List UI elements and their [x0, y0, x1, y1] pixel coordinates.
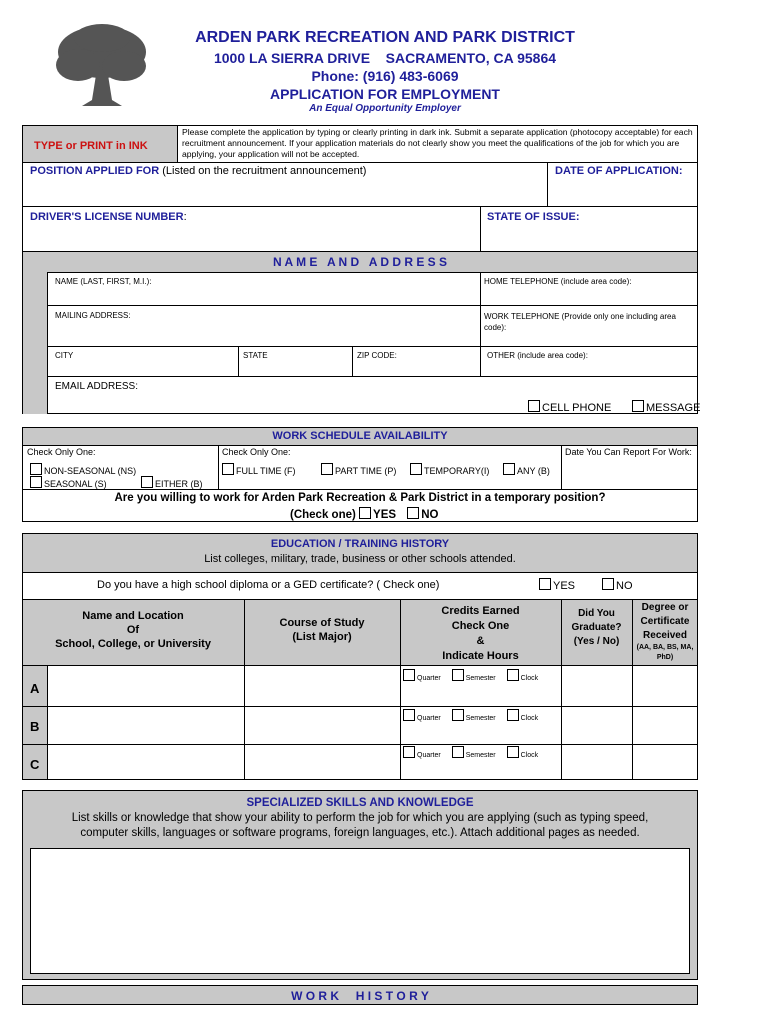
license-label: DRIVER'S LICENSE NUMBER: [30, 211, 187, 223]
part-time-option[interactable]: PART TIME (P) [321, 463, 396, 476]
mailing-address-label: MAILING ADDRESS: [55, 311, 131, 320]
check-one-label-a: Check Only One: [27, 447, 96, 457]
semester-checkbox[interactable] [452, 669, 464, 681]
clock-checkbox[interactable] [507, 669, 519, 681]
credit-options-b: Quarter Semester Clock [403, 709, 538, 722]
graduate-column-header: Did You Graduate? (Yes / No) [571, 608, 622, 647]
either-checkbox[interactable] [141, 476, 153, 488]
tree-logo [52, 20, 152, 110]
report-date-label: Date You Can Report For Work: [565, 447, 692, 457]
home-phone-label: HOME TELEPHONE (include area code): [484, 277, 632, 286]
diploma-yes-checkbox[interactable] [539, 578, 551, 590]
skills-instructions-2: computer skills, languages or software programs, foreign languages, etc.). Attach additional pages as needed. [80, 827, 640, 839]
city-label: CITY [55, 351, 74, 360]
row-label-c: C [30, 757, 40, 772]
skills-input-area[interactable] [30, 848, 690, 974]
semester-checkbox[interactable] [452, 746, 464, 758]
message-checkbox[interactable] [632, 400, 644, 412]
credits-column-header: Credits Earned Check One & Indicate Hours [441, 605, 520, 662]
education-heading: EDUCATION / TRAINING HISTORY [270, 538, 450, 550]
any-option[interactable]: ANY (B) [503, 463, 550, 476]
credit-options-a: Quarter Semester Clock [403, 669, 538, 682]
temporary-option[interactable]: TEMPORARY(I) [410, 463, 489, 476]
temporary-answer: (Check one) YES NO [290, 509, 439, 521]
type-or-print-note: TYPE or PRINT in INK [34, 140, 148, 152]
any-checkbox[interactable] [503, 463, 515, 475]
clock-checkbox[interactable] [507, 709, 519, 721]
skills-instructions-1: List skills or knowledge that show your ability to perform the job for which you are applying (such as typing speed, [71, 812, 649, 824]
temporary-checkbox[interactable] [410, 463, 422, 475]
other-phone-label: OTHER (include area code): [487, 351, 588, 360]
zip-label: ZIP CODE: [357, 351, 397, 360]
either-option[interactable]: EITHER (B) [141, 476, 203, 489]
row-label-b: B [30, 719, 40, 734]
row-label-a: A [30, 681, 40, 696]
name-label: NAME (LAST, FIRST, M.I.): [55, 277, 152, 286]
full-time-option[interactable]: FULL TIME (F) [222, 463, 296, 476]
diploma-question: Do you have a high school diploma or a GED certificate? ( Check one) [97, 579, 440, 591]
work-phone-label: WORK TELEPHONE (Provide only one including area code): [484, 312, 676, 332]
cell-phone-option[interactable]: CELL PHONE [528, 400, 611, 414]
non-seasonal-option[interactable]: NON-SEASONAL (NS) [30, 463, 136, 476]
email-label: EMAIL ADDRESS: [55, 381, 138, 392]
school-column-header: Name and Location Of School, College, or University [55, 610, 211, 650]
date-of-application-label: DATE OF APPLICATION: [555, 165, 683, 177]
quarter-checkbox[interactable] [403, 709, 415, 721]
state-label: STATE [243, 351, 268, 360]
part-time-checkbox[interactable] [321, 463, 333, 475]
eoe-statement: An Equal Opportunity Employer [309, 103, 461, 114]
quarter-checkbox[interactable] [403, 669, 415, 681]
instructions-text: Please complete the application by typing or clearly printing in dark ink. Submit a separate application (photocopy acceptable) for each recruitment announcement. If your application materials do not clearly show you meet the qualifications of the job for which you are applying, your application will not be accepted. [182, 127, 693, 159]
seasonal-option[interactable]: SEASONAL (S) [30, 476, 107, 489]
temp-yes-checkbox[interactable] [359, 507, 371, 519]
temporary-question: Are you willing to work for Arden Park Recreation & Park District in a temporary position? [114, 492, 606, 504]
degree-column-header: Degree or Certificate Received (AA, BA, BS, MA, PhD) [636, 602, 694, 661]
org-title: ARDEN PARK RECREATION AND PARK DISTRICT [195, 29, 575, 46]
clock-checkbox[interactable] [507, 746, 519, 758]
education-subheading: List colleges, military, trade, business or other schools attended. [204, 553, 516, 565]
work-history-heading: W O R K H I S T O R Y [291, 989, 429, 1003]
course-column-header: Course of Study (List Major) [279, 617, 365, 643]
schedule-heading: WORK SCHEDULE AVAILABILITY [272, 430, 448, 442]
check-one-label-b: Check Only One: [222, 447, 291, 457]
credit-options-c: Quarter Semester Clock [403, 746, 538, 759]
semester-checkbox[interactable] [452, 709, 464, 721]
form-title: APPLICATION FOR EMPLOYMENT [270, 86, 500, 102]
diploma-yes-option[interactable]: YES [539, 578, 575, 592]
quarter-checkbox[interactable] [403, 746, 415, 758]
cell-phone-checkbox[interactable] [528, 400, 540, 412]
diploma-no-option[interactable]: NO [602, 578, 633, 592]
state-of-issue-label: STATE OF ISSUE: [487, 211, 580, 223]
seasonal-checkbox[interactable] [30, 476, 42, 488]
org-phone: Phone: (916) 483-6069 [311, 68, 459, 84]
diploma-no-checkbox[interactable] [602, 578, 614, 590]
org-address: 1000 LA SIERRA DRIVE SACRAMENTO, CA 95864 [213, 50, 557, 66]
message-option[interactable]: MESSAGE [632, 400, 700, 414]
name-address-heading: N A M E A N D A D D R E S S [272, 255, 447, 269]
full-time-checkbox[interactable] [222, 463, 234, 475]
position-label: POSITION APPLIED FOR (Listed on the recruitment announcement) [30, 165, 367, 177]
temp-no-checkbox[interactable] [407, 507, 419, 519]
skills-heading: SPECIALIZED SKILLS AND KNOWLEDGE [246, 797, 474, 809]
non-seasonal-checkbox[interactable] [30, 463, 42, 475]
